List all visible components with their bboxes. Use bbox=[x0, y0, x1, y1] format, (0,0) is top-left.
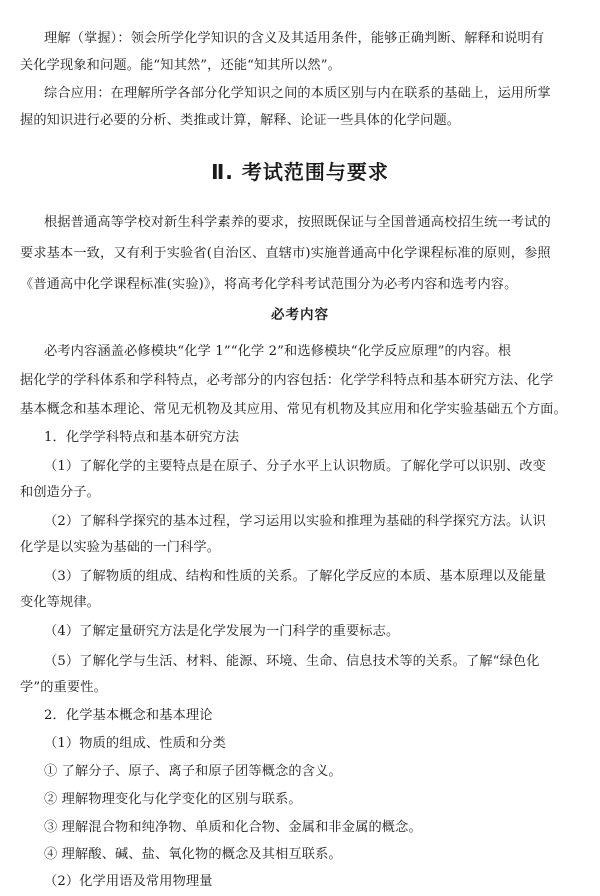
topic-1-item-4: （4）了解定量研究方法是化学发展为一门科学的重要标志。 bbox=[44, 624, 400, 639]
required-line-3: 基本概念和基本理论、常见无机物及其应用、常见有机物及其应用和化学实验基础五个方面。 bbox=[20, 402, 567, 417]
topic-1-item-3-line-2: 变化等规律。 bbox=[20, 595, 101, 610]
section-intro-line-3: 《普通高中化学课程标准(实验)》，将高考化学科考试范围分为必考内容和选考内容。 bbox=[20, 277, 518, 292]
section-intro-line-1: 根据普通高等学校对新生科学素养的要求，按照既保证与全国普通高校招生统一考试的 bbox=[44, 215, 551, 230]
intro-paragraph-1-line-2: 关化学现象和问题。能“知其然”，还能“知其所以然”。 bbox=[20, 58, 341, 73]
intro-paragraph-2-line-2: 握的知识进行必要的分析、类推或计算，解释、论证一些具体的化学问题。 bbox=[20, 113, 461, 128]
topic-1-item-5-line-1: （5）了解化学与生活、材料、能源、环境、生命、信息技术等的关系。了解“绿色化 bbox=[44, 654, 540, 669]
topic-2-concept-1: ① 了解分子、原子、离子和原子团等概念的含义。 bbox=[44, 764, 342, 779]
topic-1-item-2-line-2: 化学是以实验为基础的一门科学。 bbox=[20, 540, 221, 555]
intro-paragraph-1-line-1: 理解（掌握）：领会所学化学知识的含义及其适用条件，能够正确判断、解释和说明有 bbox=[44, 31, 545, 46]
topic-2-sub-1: （1）物质的组成、性质和分类 bbox=[44, 736, 226, 751]
topic-2-concept-2: ② 理解物理变化与化学变化的区别与联系。 bbox=[44, 792, 302, 807]
section-intro-line-2: 要求基本一致，又有利于实验省(自治区、直辖市)实施普通高中化学课程标准的原则，参照 bbox=[20, 246, 551, 261]
topic-1-item-5-line-2: 学”的重要性。 bbox=[20, 680, 107, 695]
topic-2-concept-3: ③ 理解混合物和纯净物、单质和化合物、金属和非金属的概念。 bbox=[44, 820, 422, 835]
intro-paragraph-2-line-1: 综合应用：在理解所学各部分化学知识之间的本质区别与内在联系的基础上，运用所掌 bbox=[44, 86, 551, 101]
topic-1-item-2-line-1: （2）了解科学探究的基本过程，学习运用以实验和推理为基础的科学探究方法。认识 bbox=[44, 514, 547, 529]
topic-2-concept-4: ④ 理解酸、碱、盐、氧化物的概念及其相互联系。 bbox=[44, 847, 342, 862]
topic-1-item-1-line-2: 和创造分子。 bbox=[20, 485, 101, 500]
topic-2-heading: 2．化学基本概念和基本理论 bbox=[44, 708, 213, 723]
topic-1-heading: 1．化学学科特点和基本研究方法 bbox=[44, 430, 240, 445]
topic-2-sub-2: （2）化学用语及常用物理量 bbox=[44, 874, 213, 889]
required-line-2: 据化学的学科体系和学科特点，必考部分的内容包括：化学学科特点和基本研究方法、化学 bbox=[20, 373, 554, 388]
topic-1-item-3-line-1: （3）了解物质的组成、结构和性质的关系。了解化学反应的本质、基本原理以及能量 bbox=[44, 569, 547, 584]
section-title: Ⅱ. 考试范围与要求 bbox=[211, 160, 389, 184]
required-line-1: 必考内容涵盖必修模块“化学 1”“化学 2”和选修模块“化学反应原理”的内容。根 bbox=[44, 344, 512, 359]
subsection-title: 必考内容 bbox=[271, 307, 329, 323]
topic-1-item-1-line-1: （1）了解化学的主要特点是在原子、分子水平上认识物质。了解化学可以识别、改变 bbox=[44, 459, 547, 474]
